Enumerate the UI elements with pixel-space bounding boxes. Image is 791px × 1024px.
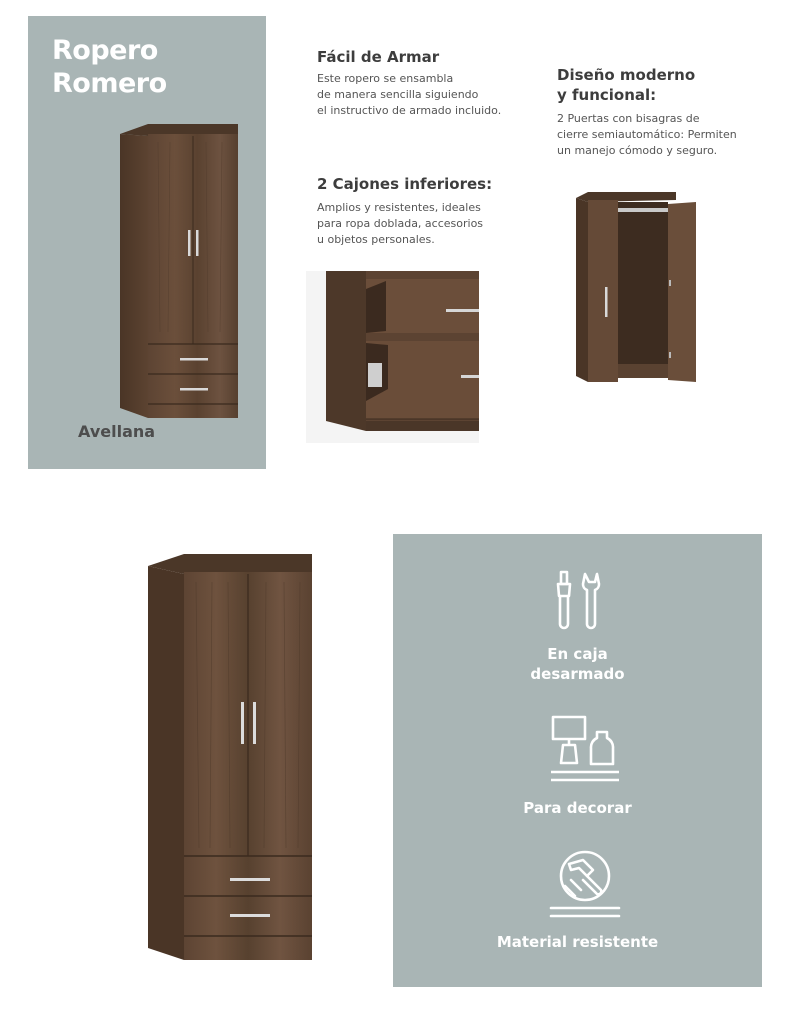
text-line: cierre semiautomático: Permiten: [557, 128, 737, 141]
feature-design-text: [557, 111, 777, 159]
label-line: Material resistente: [496, 933, 659, 951]
feature-drawers-title: 2 Cajones inferiores:: [317, 175, 493, 193]
decor-icon: [549, 714, 621, 784]
badge-label-unassembled: [393, 644, 762, 684]
badge-label-material: [393, 932, 762, 952]
text-line: el instructivo de armado incluido.: [317, 104, 502, 117]
tools-icon: [553, 570, 603, 632]
text-line: de manera sencilla siguiendo: [317, 88, 479, 101]
feature-drawers: [317, 174, 537, 248]
product-title-line2: Romero: [52, 68, 167, 99]
drawers-detail-image: [306, 271, 479, 443]
hero-panel: [28, 16, 266, 469]
wardrobe-image-small: [118, 122, 242, 420]
label-line: desarmado: [530, 665, 625, 683]
text-line: 2 Puertas con bisagras de: [557, 112, 700, 125]
feature-design-title: [557, 65, 777, 105]
label-line: En caja: [547, 645, 608, 663]
badge-label-decor: [393, 798, 762, 818]
benefits-panel: [393, 534, 762, 987]
title-line: Diseño moderno: [557, 66, 696, 84]
feature-assembly: [317, 47, 537, 119]
feature-assembly-title: Fácil de Armar: [317, 48, 440, 66]
title-line: y funcional:: [557, 86, 657, 104]
label-line: Para decorar: [523, 799, 632, 817]
text-line: u objetos personales.: [317, 233, 435, 246]
hammer-icon: [549, 848, 621, 920]
feature-assembly-text: [317, 71, 537, 119]
wardrobe-image-large: [144, 552, 314, 962]
color-name: Avellana: [78, 422, 156, 441]
feature-design: [557, 65, 777, 159]
product-title-line1: Ropero: [52, 35, 158, 66]
feature-drawers-text: [317, 200, 537, 248]
text-line: para ropa doblada, accesorios: [317, 217, 484, 230]
text-line: Este ropero se ensambla: [317, 72, 454, 85]
text-line: un manejo cómodo y seguro.: [557, 144, 718, 157]
product-title: [52, 34, 167, 100]
text-line: Amplios y resistentes, ideales: [317, 201, 481, 214]
open-wardrobe-image: [576, 192, 698, 382]
